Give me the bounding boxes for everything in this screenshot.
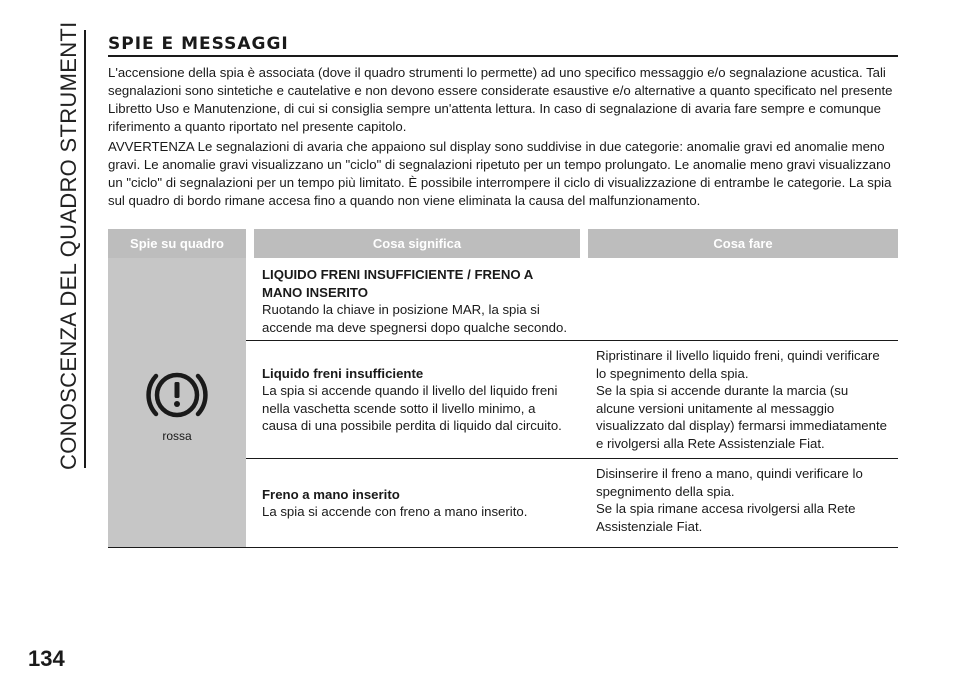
row-title: Freno a mano inserito: [262, 486, 400, 502]
meaning-cell: [254, 341, 580, 459]
table-header-row: [108, 229, 898, 258]
cell-gap: [246, 459, 254, 548]
cell-gap: [246, 258, 254, 341]
header-gap: [580, 229, 588, 258]
header-spie: Spie su quadro: [108, 229, 246, 258]
meaning-cell: [254, 258, 580, 341]
row-text: La spia si accende con freno a mano inserito.: [262, 504, 528, 519]
intro-paragraph: L'accensione della spia è associata (dove il quadro strumenti lo permette) ad uno specifico messaggio e/o segnalazione acustica. Tali segnalazioni sono sintetiche e cautelative e non devono essere considerate esaustive e/o alternative a quanto specificato nel presente Libretto Uso e Manutenzione, di cui si consiglia sempre un'attenta lettura. In caso di segnalazione di avaria fare sempre e comunque riferimento a quanto riportato nel presente capitolo.: [108, 65, 893, 134]
cell-gap: [580, 341, 588, 459]
action-cell: Disinserire il freno a mano, quindi verificare lo spegnimento della spia. Se la spia rimane accesa rivolgersi alla Rete Assistenziale Fiat.: [588, 459, 898, 548]
chapter-side-title: CONOSCENZA DEL QUADRO STRUMENTI: [56, 21, 81, 470]
table-row: [108, 258, 898, 341]
brake-warning-icon: [144, 368, 210, 427]
icon-cell: [108, 258, 246, 548]
chapter-side-rule: [84, 30, 86, 468]
header-fare: Cosa fare: [588, 229, 898, 258]
warning-lights-table: [108, 229, 898, 548]
cell-gap: [246, 341, 254, 459]
cell-gap: [580, 459, 588, 548]
icon-color-label: rossa: [162, 429, 192, 443]
heading-divider: [108, 55, 898, 57]
meaning-cell: [254, 459, 580, 548]
row-title: Liquido freni insufficiente: [262, 365, 424, 381]
row-text: La spia si accende quando il livello del liquido freni nella vaschetta scende sotto il livello minimo, a causa di una possibile perdita di liquido dal circuito.: [262, 383, 562, 433]
header-gap: [246, 229, 254, 258]
row-title: LIQUIDO FRENI INSUFFICIENTE / FRENO A MANO INSERITO: [262, 267, 533, 300]
page-number: 134: [28, 646, 65, 671]
action-cell: Ripristinare il livello liquido freni, quindi verificare lo spegnimento della spia. Se la spia si accende durante la marcia (su alcune versioni unitamente al messaggio visualizzato dal display) fermarsi immediatamente e rivolgersi alla Rete Assistenziale Fiat.: [588, 341, 898, 459]
action-cell: [588, 258, 898, 341]
row-text: Ruotando la chiave in posizione MAR, la spia si accende ma deve spegnersi dopo qualche secondo.: [262, 302, 567, 335]
section-heading: SPIE E MESSAGGI: [108, 34, 289, 54]
header-significa: Cosa significa: [254, 229, 580, 258]
warning-paragraph: AVVERTENZA Le segnalazioni di avaria che appaiono sul display sono suddivise in due categorie: anomalie gravi ed anomalie meno gravi. Le anomalie gravi visualizzano un "ciclo" di segnalazioni ripetuto per un tempo prolungato. Le anomalie meno gravi visualizzano un "ciclo" di segnalazioni per un tempo più limitato. È possibile interrompere il ciclo di visualizzazione di entrambe le categorie. La spia sul quadro di bordo rimane accesa fino a quando non viene eliminata la causa del malfunzionamento.: [108, 139, 892, 208]
cell-gap: [580, 258, 588, 341]
